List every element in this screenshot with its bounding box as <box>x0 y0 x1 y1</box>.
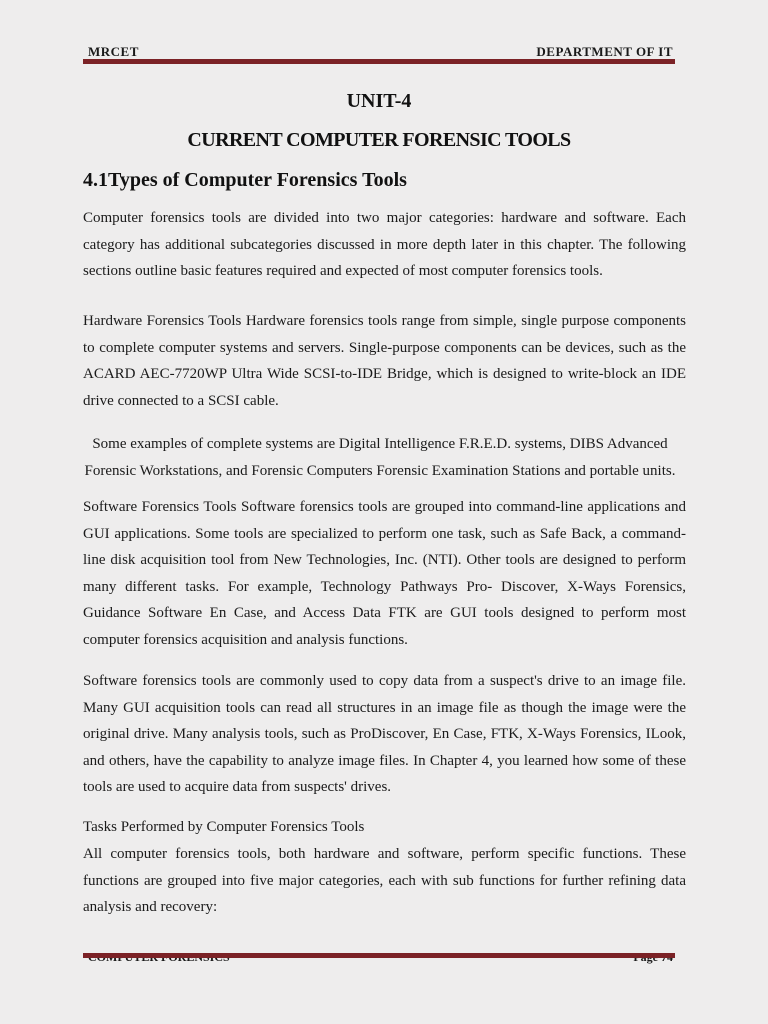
footer-rule <box>83 953 675 958</box>
paragraph-software-tools: Software Forensics Tools Software forensics tools are grouped into command-line applications and GUI applications. Some tools are specialized to perform one task, such as Safe Back, a command-line disk acquisition tool from New Technologies, Inc. (NTI). Other tools are designed to perform many different tasks. For example, Technology Pathways Pro- Discover, X-Ways Forensics, Guidance Software En Case, and Access Data FTK are GUI tools designed to perform most computer forensics acquisition and analysis functions. <box>83 499 686 648</box>
chapter-title: CURRENT COMPUTER FORENSIC TOOLS <box>187 129 571 151</box>
paragraph-hardware-tools: Hardware Forensics Tools Hardware forensics tools range from simple, single purpose components to complete computer systems and servers. Single-purpose components can be devices, such as the ACARD AEC-7720WP Ultra Wide SCSI-to-IDE Bridge, which is designed to write-block an IDE drive connected to a SCSI cable. <box>83 313 686 409</box>
paragraph-complete-systems: Some examples of complete systems are Digital Intelligence F.R.E.D. systems, DIBS Advanced Forensic Workstations, and Forensic Computers Forensic Examination Stations and portable units. <box>84 436 676 479</box>
subheading-tasks: Tasks Performed by Computer Forensics Tools <box>83 819 365 835</box>
paragraph-tasks: All computer forensics tools, both hardware and software, perform specific functions. These functions are grouped into five major categories, each with sub functions for further refining data analysis and recovery: <box>83 846 686 915</box>
paragraph-overview: Computer forensics tools are divided into two major categories: hardware and software. Each category has additional subcategories discussed in more depth later in this chapter. The following sections outline basic features required and expected of most computer forensics tools. <box>83 210 686 279</box>
unit-title: UNIT-4 <box>346 90 412 112</box>
header-right-text: DEPARTMENT OF IT <box>536 44 673 59</box>
section-heading: 4.1Types of Computer Forensics Tools <box>83 169 407 191</box>
header-rule <box>83 59 675 64</box>
header-left-text: MRCET <box>88 44 139 59</box>
paragraph-image-files: Software forensics tools are commonly used to copy data from a suspect's drive to an image file. Many GUI acquisition tools can read all structures in an image file as though the image were the original drive. Many analysis tools, such as ProDiscover, En Case, FTK, X-Ways Forensics, ILook, and others, have the capability to analyze image files. In Chapter 4, you learned how some of these tools are used to acquire data from suspects' drives. <box>83 673 686 795</box>
